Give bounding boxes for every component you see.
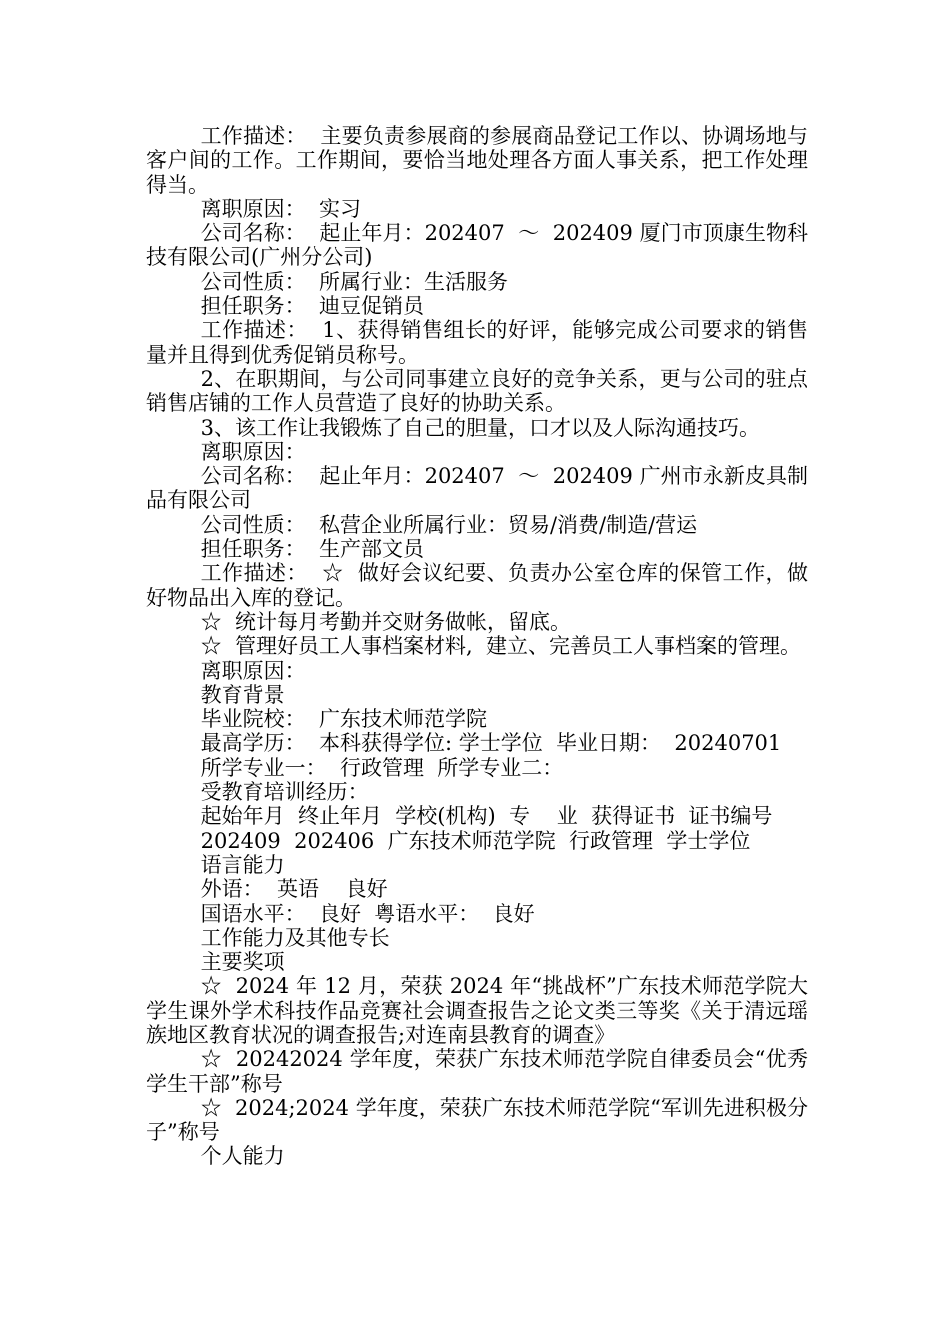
job-description-3-item-3: ☆ 管理好员工人事档案材料, 建立、完善员工人事档案的管理。 bbox=[200, 634, 801, 659]
position-3: 担任职务： 生产部文员 bbox=[200, 537, 424, 562]
job-description-3: 工作描述： ☆ 做好会议纪要、负责办公室仓库的保管工作，做好物品出入库的登记。 bbox=[146, 561, 808, 610]
company-name-2: 公司名称： 起止年月：202407 ～ 202409 厦门市顶康生物科技有限公司(广州分公司) bbox=[146, 221, 808, 270]
job-description-2-item-2: 2、在职期间，与公司同事建立良好的竞争关系，更与公司的驻点销售店铺的工作人员营造了良好的协助关系。 bbox=[146, 366, 808, 416]
language-heading: 语言能力 bbox=[200, 852, 285, 877]
education-heading: 教育背景 bbox=[200, 682, 285, 707]
leave-reason-2: 离职原因： bbox=[200, 439, 306, 464]
foreign-language: 外语： 英语 良好 bbox=[200, 877, 388, 902]
position-2: 担任职务： 迪豆促销员 bbox=[200, 294, 424, 319]
dialect-levels: 国语水平： 良好 粤语水平： 良好 bbox=[200, 901, 535, 926]
award-3: ☆ 2024;2024 学年度，荣获广东技术师范学院“军训先进积极分子”称号 bbox=[146, 1095, 808, 1145]
highest-degree: 最高学历： 本科获得学位: 学士学位 毕业日期： 20240701 bbox=[200, 731, 782, 756]
awards-heading: 主要奖项 bbox=[200, 950, 285, 975]
job-description-2: 工作描述： 1、获得销售组长的好评，能够完成公司要求的销售量并且得到优秀促销员称号。 bbox=[146, 318, 808, 367]
company-nature-2: 公司性质： 所属行业：生活服务 bbox=[200, 269, 508, 294]
training-heading: 受教育培训经历： bbox=[200, 780, 369, 805]
company-nature-3: 公司性质： 私营企业所属行业：贸易/消费/制造/营运 bbox=[200, 512, 698, 537]
personal-ability-heading: 个人能力 bbox=[200, 1144, 285, 1169]
leave-reason-1: 离职原因： 实习 bbox=[200, 196, 361, 221]
graduate-school: 毕业院校： 广东技术师范学院 bbox=[200, 707, 487, 732]
leave-reason-3: 离职原因： bbox=[200, 658, 306, 683]
job-description-2-item-3: 3、该工作让我锻炼了自己的胆量，口才以及人际沟通技巧。 bbox=[200, 415, 760, 440]
job-description-1: 工作描述： 主要负责参展商的参展商品登记工作以、协调场地与客户间的工作。工作期间，要恰当地处理各方面人事关系，把工作处理得当。 bbox=[146, 124, 808, 197]
skills-heading: 工作能力及其他专长 bbox=[200, 925, 390, 950]
job-description-3-item-2: ☆ 统计每月考勤并交财务做帐，留底。 bbox=[200, 609, 571, 634]
document-page bbox=[146, 124, 808, 1169]
award-1: ☆ 2024 年 12 月，荣获 2024 年“挑战杯”广东技术师范学院大学生课外学术科技作品竞赛社会调查报告之论文类三等奖《关于清远瑶族地区教育状况的调查报告;对连南县教育的调查》 bbox=[146, 974, 808, 1047]
company-name-3: 公司名称： 起止年月：202407 ～ 202409 广州市永新皮具制品有限公司 bbox=[146, 464, 808, 513]
training-row: 202409 202406 广东技术师范学院 行政管理 学士学位 bbox=[200, 828, 751, 853]
training-header-row: 起始年月 终止年月 学校(机构) 专 业 获得证书 证书编号 bbox=[200, 804, 773, 829]
award-2: ☆ 20242024 学年度，荣获广东技术师范学院自律委员会“优秀学生干部”称号 bbox=[146, 1047, 808, 1096]
majors: 所学专业一： 行政管理 所学专业二： bbox=[200, 755, 564, 780]
